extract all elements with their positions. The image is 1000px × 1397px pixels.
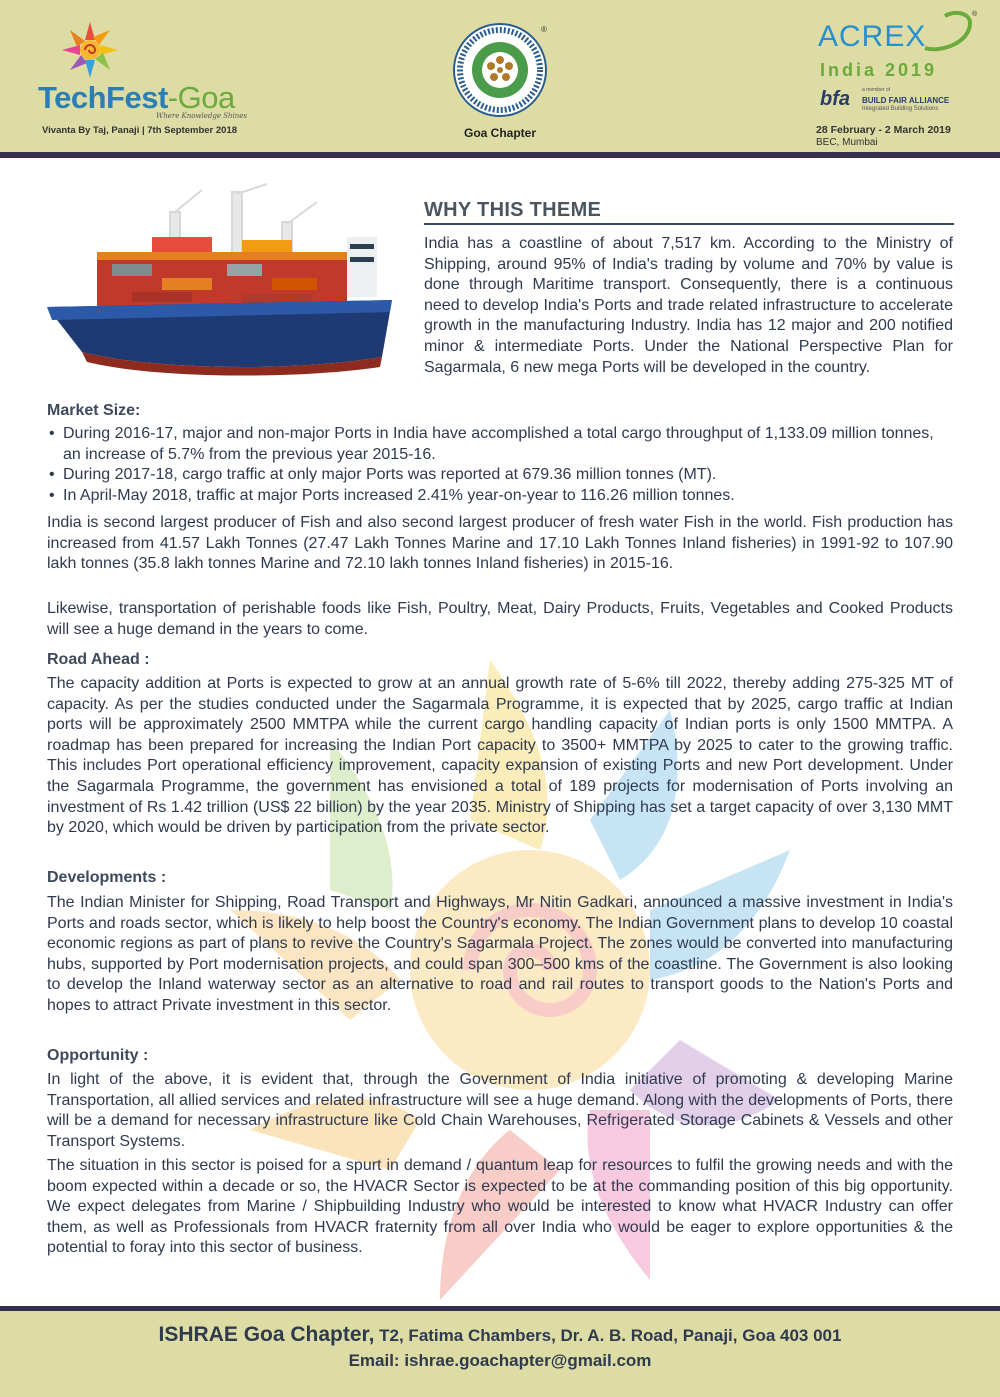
road-body: The capacity addition at Ports is expected to grow at an annual growth rate of 5-6% till 2022, thereby adding 275-325 MT of capacity. As per the studies conducted under the Sagarmala Programme, it is expected that by 2025, cargo traffic at Indian ports will be approximately 2500 MMTPA while the current cargo handling capacity of Indian ports is only 1500 MMTPA. A roadmap has been prepared for increasing the Indian Port capacity to 3500+ MMTPA by 2025 to cater to the growing traffic. This includes Port operational efficiency improvement, capacity expansion of existing Ports and new Port development. Under the Sagarmala Programme, the government has envisioned a total of 189 projects for modernisation of Ports involving an investment of Rs 1.42 trillion (US$ 22 billion) by the year 2035. Ministry of Shipping has set a target capacity of over 3,130 MMT by 2020, which would be driven by participation from the private sector.: [47, 675, 953, 837]
developments-heading: Developments :: [47, 869, 167, 886]
footer-address-text: T2, Fatima Chambers, Dr. A. B. Road, Panaji, Goa 403 001: [374, 1326, 842, 1345]
header-band: [0, 0, 1000, 152]
opportunity-paragraph-2: The situation in this sector is poised for a spurt in demand / quantum leap for resources to fulfil the growing needs and with the boom expected within a decade or so, the HVACR Sector is expected to be at the commanding position of this big opportunity. We expect delegates from Marine / Shipbuilding Industry who would be interested to know what HVACR Industry can offer them, as well as Professionals from HVACR fraternity from all over India who would be eager to explore opportunities & the potential to foray into this sector of business.: [47, 1157, 953, 1257]
bfa-name: BUILD FAIR ALLIANCE: [862, 96, 950, 105]
fish-paragraph: India is second largest producer of Fish and also second largest producer of fresh water Fish in the world. Fish production has increased from 41.57 Lakh Tonnes (27.47 Lakh Tonnes Marine and 17.10 Lakh Tonnes Inland fisheries) in 1991-92 to 107.90 lakh tonnes (35.8 lakh tonnes Marine and 72.10 lakh tonnes Inland fisheries) in 2015-16.: [47, 514, 953, 573]
techfest-venue: Vivanta By Taj, Panaji | 7th September 2018: [42, 125, 238, 136]
footer-org: ISHRAE Goa Chapter,: [158, 1323, 375, 1346]
road-heading: Road Ahead :: [47, 651, 150, 668]
footer-email-label: Email:: [348, 1351, 405, 1370]
cargo-ship-image: [42, 182, 402, 382]
footer-email-link[interactable]: ishrae.goachapter@gmail.com: [404, 1351, 652, 1370]
opportunity-paragraph-1: In light of the above, it is evident that, through the Government of India initiative of promoting & developing Marine Transportation, all allied services and related infrastructure will see a huge demand. Along with the developments of Ports, there will be a demand for necessary infrastructure like Cold Chain Warehouses, Refrigerated Storage Cabinets & Vessels and other Transport Systems.: [47, 1071, 953, 1150]
market-bullets: [47, 424, 953, 506]
svg-text:®: ®: [541, 25, 547, 34]
chapter-label: Goa Chapter: [463, 126, 536, 140]
swoosh-icon: [920, 8, 980, 58]
list-item: • In April-May 2018, traffic at major Ports increased 2.41% year-on-year to 116.26 million tonnes.: [47, 486, 953, 507]
footer-address: [0, 1323, 1000, 1347]
acrex-venue: BEC, Mumbai: [816, 137, 878, 148]
list-item: • During 2017-18, cargo traffic at only major Ports was reported at 679.36 million tonnes (MT).: [47, 465, 953, 486]
theme-title: WHY THIS THEME: [424, 199, 602, 221]
ishrae-seal-icon: [450, 20, 550, 120]
developments-body: The Indian Minister for Shipping, Road Transport and Highways, Mr Nitin Gadkari, announced a massive investment in India's Ports and roads sector, which is likely to help boost the Country's economy. The Indian Government plans to develop 10 coastal economic regions as part of plans to revive the Country's Sagarmala Project. The zones would be converted into manufacturing hubs, supported by Port modernisation projects, and could span 300–500 kms of the coastline. The Government is also looking to develop the Inland waterway sector as an alternative to road and rail routes to transport goods to the Nation's Ports and hopes to attract Private investment in this sector.: [47, 894, 953, 1014]
perishables-paragraph: Likewise, transportation of perishable foods like Fish, Poultry, Meat, Dairy Products, Fruits, Vegetables and Cooked Products will see a huge demand in the years to come.: [47, 600, 953, 638]
header-rule: [0, 152, 1000, 158]
acrex-logo: [810, 8, 985, 148]
ishrae-seal: [440, 20, 560, 145]
acrex-edition: India 2019: [820, 60, 938, 80]
theme-divider: [424, 223, 954, 225]
sun-icon: [60, 20, 120, 80]
techfest-name: TechFest-Goa: [38, 80, 235, 115]
footer-band: [0, 1311, 1000, 1397]
svg-text:®: ®: [972, 11, 978, 18]
acrex-name: ACREX: [818, 20, 927, 53]
bfa-sub: Integrated Building Solutions: [862, 106, 939, 112]
theme-body: India has a coastline of about 7,517 km. According to the Ministry of Shipping, around 95% of India's trading by volume and 70% by value is done through Maritime transport. Consequently, there is a continuous need to develop India's Ports and trade related infrastructure to accelerate growth in the manufacturing Industry. India has 12 major and 200 notified minor & intermediate Ports. Under the National Perspective Plan for Sagarmala, 6 new mega Ports will be developed in the country.: [424, 235, 953, 376]
list-item: • During 2016-17, major and non-major Ports in India have accomplished a total cargo throughput of 1,133.09 million tonnes, an increase of 5.7% from the previous year 2015-16.: [47, 424, 953, 465]
footer-email: [0, 1351, 1000, 1371]
opportunity-heading: Opportunity :: [47, 1047, 149, 1064]
bfa-mark: bfa: [820, 88, 850, 110]
market-heading: Market Size:: [47, 402, 141, 419]
acrex-dates: 28 February - 2 March 2019: [816, 124, 951, 136]
bfa-member: a member of: [862, 87, 891, 93]
techfest-logo: [38, 20, 268, 140]
techfest-tagline: Where Knowledge Shines: [156, 112, 247, 120]
